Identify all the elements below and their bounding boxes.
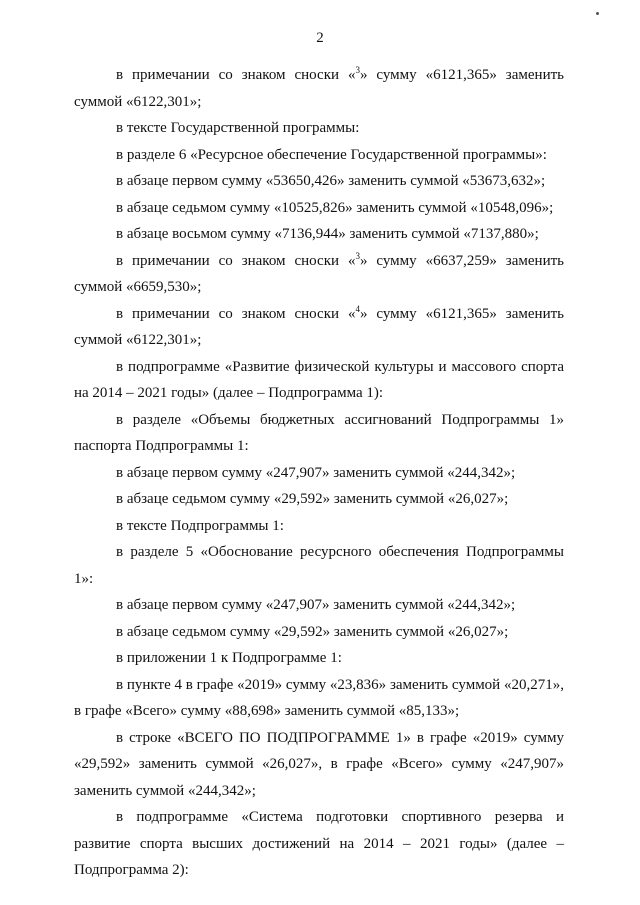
paragraph: в приложении 1 к Подпрограмме 1: (116, 650, 342, 666)
paragraph: в тексте Государственной программы: (116, 120, 360, 136)
page-number: 2 (316, 30, 324, 46)
paragraph: в тексте Подпрограммы 1: (116, 517, 284, 534)
paragraph: в абзаце седьмом сумму «10525,826» заменить суммой «10548,096»; (116, 199, 554, 216)
paragraph: в абзаце седьмом сумму «29,592» заменить суммой «26,027»; (116, 623, 509, 640)
paragraph: в абзаце первом сумму «247,907» заменить суммой «244,342»; (116, 464, 516, 481)
paragraph-text: » сумму «6637,259» заменить суммой «6659,530»; (74, 252, 564, 295)
footnote-marker: 4 (355, 303, 360, 314)
footnote-marker: 3 (355, 65, 360, 75)
paragraph: в абзаце восьмом сумму «7136,944» заменить суммой «7137,880»; (116, 226, 539, 242)
paragraph: в абзаце первом сумму «247,907» заменить суммой «244,342»; (116, 597, 516, 613)
paragraph: в разделе 6 «Ресурсное обеспечение Государственной программы»: (116, 146, 547, 163)
paragraph: в подпрограмме «Развитие физической культуры и массового спорта на 2014 – 2021 годы» (далее – Подпрограмма 1): (74, 358, 564, 401)
paragraph: в пункте 4 в графе «2019» сумму «23,836» заменить суммой «20,271», в графе «Всего» сумму «88,698» заменить суммой «85,133»; (74, 676, 564, 719)
paragraph: в абзаце первом сумму «53650,426» заменить суммой «53673,632»; (116, 173, 546, 189)
paragraph (74, 301, 564, 354)
paragraph-text: » сумму «6121,365» заменить суммой «6122,301»; (74, 305, 564, 348)
paragraph: в разделе «Объемы бюджетных ассигнований Подпрограммы 1» паспорта Подпрограммы 1: (74, 411, 564, 454)
scan-speck (596, 12, 599, 15)
paragraph: в разделе 5 «Обоснование ресурсного обеспечения Подпрограммы 1»: (74, 544, 564, 587)
paragraph-text: в примечании со знаком сноски « (116, 252, 356, 269)
paragraph-text: в примечании со знаком сноски « (116, 67, 356, 83)
footnote-marker: 3 (355, 250, 360, 261)
paragraph (74, 248, 564, 301)
paragraph: в строке «ВСЕГО ПО ПОДПРОГРАММЕ 1» в графе «2019» сумму «29,592» заменить суммой «26,027», в графе «Всего» сумму «247,907» заменить суммой «244,342»; (74, 729, 564, 799)
paragraph: в подпрограмме «Система подготовки спортивного резерва и развитие спорта высших достижений на 2014 – 2021 годы» (далее – Подпрограмма 2): (74, 809, 564, 878)
document-body (74, 62, 564, 884)
paragraph-text: в примечании со знаком сноски « (116, 305, 356, 322)
paragraph: в абзаце седьмом сумму «29,592» заменить суммой «26,027»; (116, 491, 509, 507)
paragraph (74, 62, 564, 115)
paragraph-text: » сумму «6121,365» заменить суммой «6122,301»; (74, 67, 564, 110)
